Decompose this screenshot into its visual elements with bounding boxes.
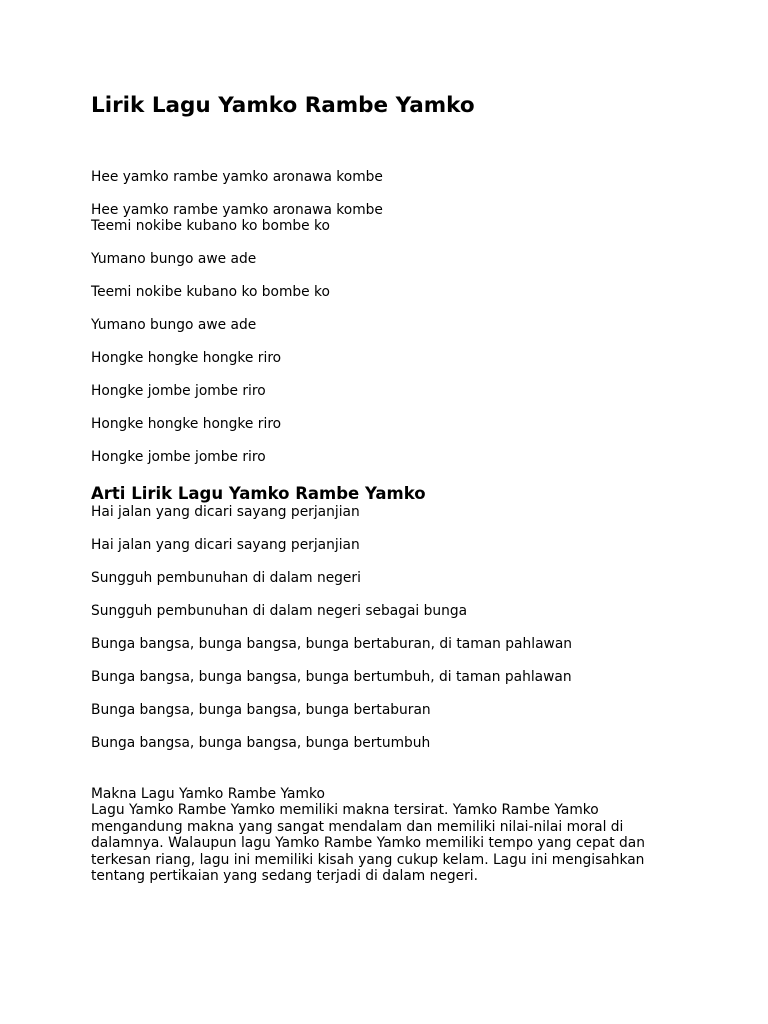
lyric-line: Hongke jombe jombe riro <box>91 383 266 399</box>
makna-paragraph-line: terkesan riang, lagu ini memiliki kisah yang cukup kelam. Lagu ini mengisahkan <box>91 852 645 868</box>
lyric-line: Hongke jombe jombe riro <box>91 449 266 465</box>
arti-line: Sungguh pembunuhan di dalam negeri <box>91 570 361 586</box>
lyric-line: Teemi nokibe kubano ko bombe ko <box>91 284 330 300</box>
arti-heading: Arti Lirik Lagu Yamko Rambe Yamko <box>91 484 426 503</box>
lyric-line: Teemi nokibe kubano ko bombe ko <box>91 218 330 234</box>
makna-heading: Makna Lagu Yamko Rambe Yamko <box>91 786 325 802</box>
arti-line: Bunga bangsa, bunga bangsa, bunga bertaburan <box>91 702 431 718</box>
lyric-line: Yumano bungo awe ade <box>91 317 257 333</box>
makna-paragraph-line: dalamnya. Walaupun lagu Yamko Rambe Yamko memiliki tempo yang cepat dan <box>91 835 645 851</box>
arti-line: Bunga bangsa, bunga bangsa, bunga bertaburan, di taman pahlawan <box>91 636 573 652</box>
lyric-line: Yumano bungo awe ade <box>91 251 257 267</box>
makna-paragraph-line: tentang pertikaian yang sedang terjadi di dalam negeri. <box>91 868 478 884</box>
makna-paragraph-line: Lagu Yamko Rambe Yamko memiliki makna tersirat. Yamko Rambe Yamko <box>91 802 599 818</box>
page-title: Lirik Lagu Yamko Rambe Yamko <box>91 93 475 118</box>
makna-paragraph-line: mengandung makna yang sangat mendalam dan memiliki nilai-nilai moral di <box>91 819 624 835</box>
arti-line: Hai jalan yang dicari sayang perjanjian <box>91 537 360 553</box>
lyric-line: Hongke hongke hongke riro <box>91 350 282 366</box>
lyric-line: Hee yamko rambe yamko aronawa kombe <box>91 169 383 185</box>
lyric-line: Hongke hongke hongke riro <box>91 416 282 432</box>
arti-line: Hai jalan yang dicari sayang perjanjian <box>91 504 360 520</box>
arti-line: Sungguh pembunuhan di dalam negeri sebagai bunga <box>91 603 468 619</box>
arti-line: Bunga bangsa, bunga bangsa, bunga bertumbuh, di taman pahlawan <box>91 669 572 685</box>
lyric-line: Hee yamko rambe yamko aronawa kombe <box>91 202 383 218</box>
arti-line: Bunga bangsa, bunga bangsa, bunga bertumbuh <box>91 735 431 751</box>
